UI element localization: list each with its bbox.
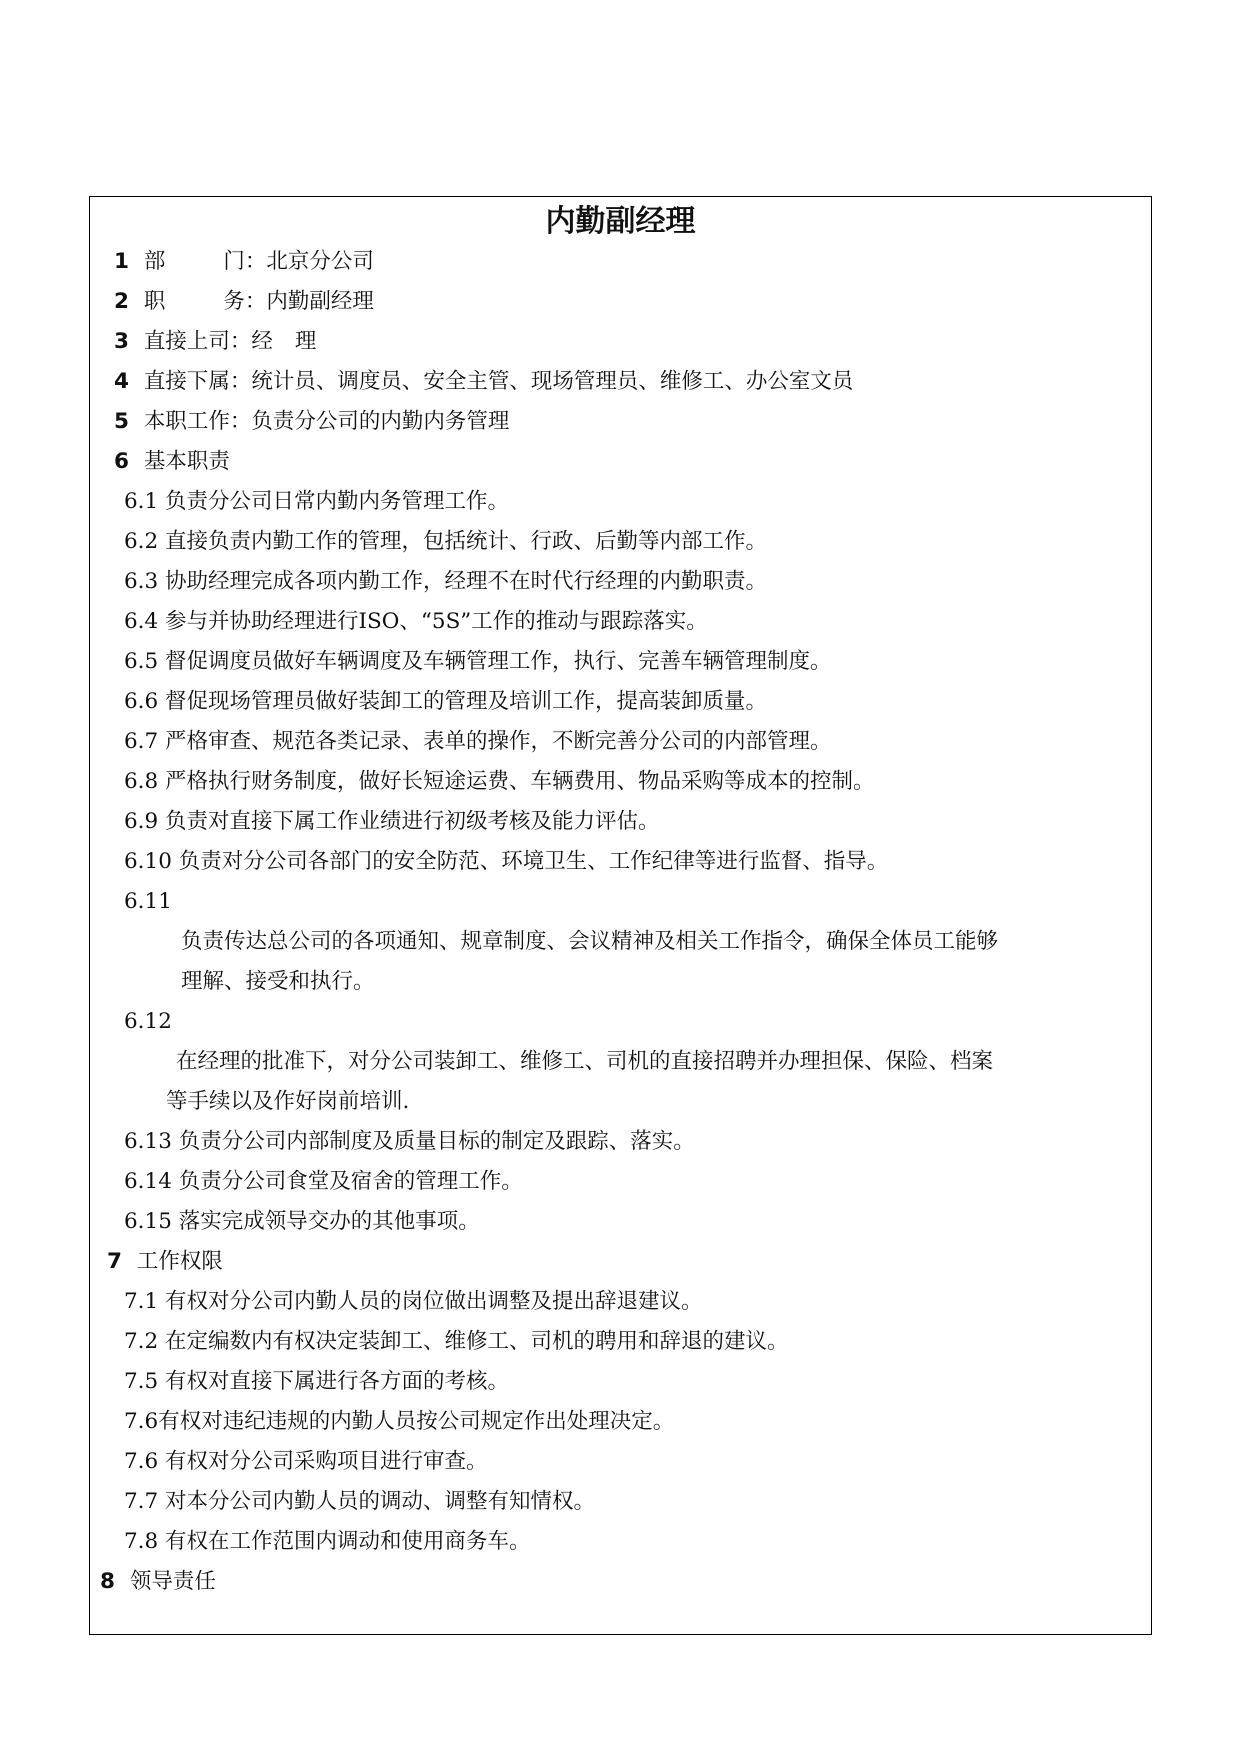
duty-item: 6.9 负责对直接下属工作业绩进行初级考核及能力评估。 [124,809,660,834]
duty-item-text: 等手续以及作好岗前培训. [166,1089,410,1114]
field-subordinates [114,369,853,395]
authority-item: 7.6 有权对分公司采购项目进行审查。 [124,1449,488,1474]
field-supervisor [114,329,316,355]
field-label: 职 [143,289,166,314]
field-label: 本职工作： [143,409,252,434]
field-value: 理 [294,329,317,354]
field-number: 2 [114,289,129,314]
duty-item: 6.1 负责分公司日常内勤内务管理工作。 [124,489,510,514]
field-label: 部 [143,249,166,274]
duty-item: 6.8 严格执行财务制度，做好长短途运费、车辆费用、物品采购等成本的控制。 [124,769,875,794]
duty-item: 6.10 负责对分公司各部门的安全防范、环境卫生、工作纪律等进行监督、指导。 [124,849,889,874]
duty-item: 6.2 直接负责内勤工作的管理，包括统计、行政、后勤等内部工作。 [124,529,768,554]
section-number: 8 [100,1569,115,1594]
duty-item: 6.14 负责分公司食堂及宿舍的管理工作。 [124,1169,523,1194]
field-label: 务： [223,289,267,314]
duty-item: 6.15 落实完成领导交办的其他事项。 [124,1209,480,1234]
duty-item: 6.4 参与并协助经理进行ISO、“5S”工作的推动与跟踪落实。 [124,609,708,634]
duty-item: 6.13 负责分公司内部制度及质量目标的制定及跟踪、落实。 [124,1129,695,1154]
document-frame [89,196,1152,1635]
field-value: 统计员、调度员、安全主管、现场管理员、维修工、办公室文员 [251,369,854,394]
authority-item: 7.7 对本分公司内勤人员的调动、调整有知情权。 [124,1489,596,1514]
section-heading: 工作权限 [136,1249,223,1274]
section-number: 7 [107,1249,122,1274]
authority-item: 7.8 有权在工作范围内调动和使用商务车。 [124,1529,531,1554]
section-number: 6 [114,449,129,474]
duty-item: 6.3 协助经理完成各项内勤工作，经理不在时代行经理的内勤职责。 [124,569,768,594]
field-value: 北京分公司 [266,249,374,274]
section-heading: 基本职责 [143,449,230,474]
duty-item-text: 理解、接受和执行。 [181,969,375,994]
field-job [114,409,509,435]
duty-item-number: 6.12 [124,1009,172,1034]
duty-item: 6.7 严格审查、规范各类记录、表单的操作，不断完善分公司的内部管理。 [124,729,832,754]
field-label: 直接下属： [143,369,252,394]
duty-item-text: 在经理的批准下，对分公司装卸工、维修工、司机的直接招聘并办理担保、保险、档案 [176,1049,994,1074]
field-department [114,249,374,275]
authority-item: 7.2 在定编数内有权决定装卸工、维修工、司机的聘用和辞退的建议。 [124,1329,789,1354]
field-value: 内勤副经理 [266,289,374,314]
field-label: 直接上司： [143,329,252,354]
field-value: 经 [251,329,273,354]
field-number: 1 [114,249,129,274]
section-heading-authority [107,1249,223,1275]
document-title: 内勤副经理 [545,204,696,239]
duty-item: 6.6 督促现场管理员做好装卸工的管理及培训工作，提高装卸质量。 [124,689,768,714]
field-position [114,289,374,315]
field-label: 门： [223,249,267,274]
section-heading: 领导责任 [129,1569,216,1594]
authority-item: 7.1 有权对分公司内勤人员的岗位做出调整及提出辞退建议。 [124,1289,703,1314]
section-heading-duties [114,449,230,475]
authority-item: 7.5 有权对直接下属进行各方面的考核。 [124,1369,510,1394]
section-heading-leadership [100,1569,216,1595]
duty-item-text: 负责传达总公司的各项通知、规章制度、会议精神及相关工作指令，确保全体员工能够 [181,929,999,954]
authority-item: 7.6有权对违纪违规的内勤人员按公司规定作出处理决定。 [124,1409,675,1434]
field-value: 负责分公司的内勤内务管理 [251,409,510,434]
field-number: 4 [114,369,129,394]
field-number: 5 [114,409,129,434]
field-number: 3 [114,329,129,354]
duty-item: 6.5 督促调度员做好车辆调度及车辆管理工作，执行、完善车辆管理制度。 [124,649,832,674]
duty-item-number: 6.11 [124,889,172,914]
